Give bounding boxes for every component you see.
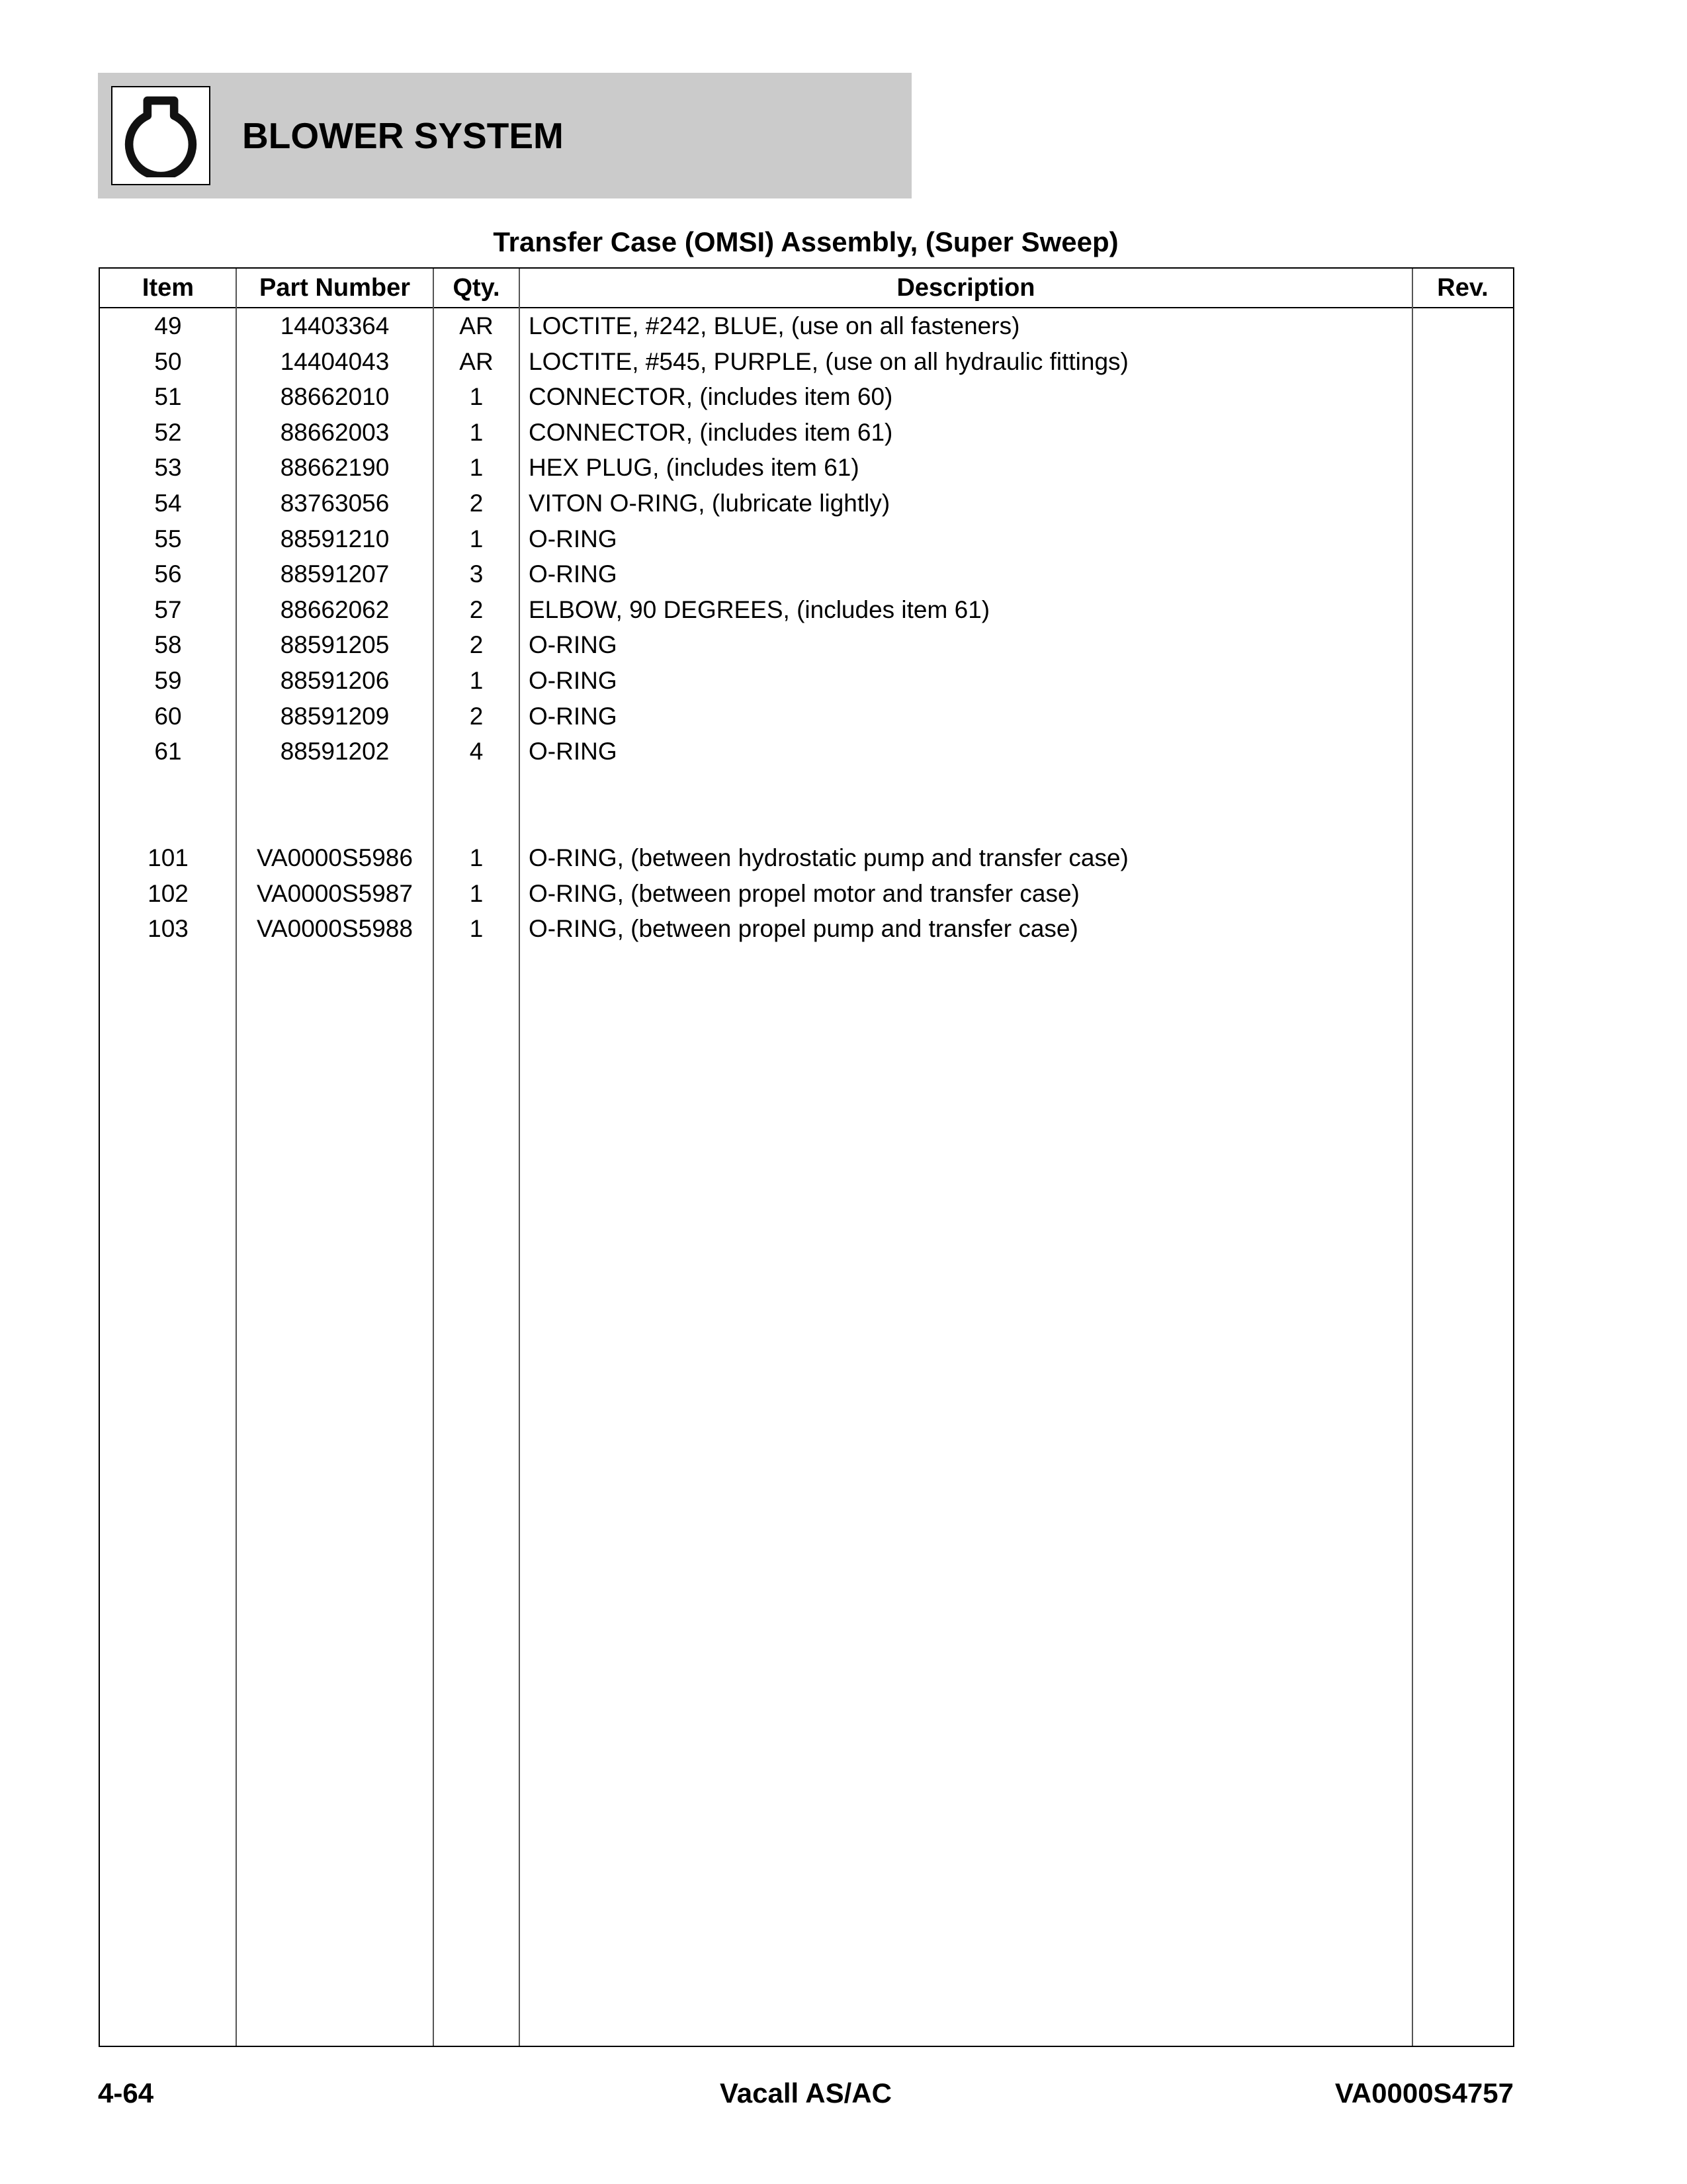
qty-cell: 2 bbox=[469, 702, 484, 730]
description-cell: HEX PLUG, (includes item 61) bbox=[529, 454, 859, 482]
description-cell: O-RING bbox=[529, 738, 617, 765]
qty-cell: 1 bbox=[469, 915, 484, 943]
qty-cell: AR bbox=[459, 312, 494, 339]
blower-icon bbox=[111, 86, 210, 185]
part-number-cell: 14403364 bbox=[280, 312, 390, 339]
qty-cell: 1 bbox=[469, 418, 484, 446]
table-row bbox=[100, 486, 1513, 521]
item-cell: 102 bbox=[148, 879, 189, 907]
part-number-cell: 88662062 bbox=[280, 595, 390, 623]
item-cell: 103 bbox=[148, 915, 189, 943]
description-cell: ELBOW, 90 DEGREES, (includes item 61) bbox=[529, 595, 990, 623]
table-row bbox=[100, 734, 1513, 769]
page-number: 4-64 bbox=[98, 2077, 154, 2109]
table-row bbox=[100, 308, 1513, 344]
part-number-cell: 88662010 bbox=[280, 383, 390, 411]
part-number-cell: 88591206 bbox=[280, 666, 390, 694]
part-number-cell: VA0000S5987 bbox=[257, 879, 413, 907]
part-number-cell: VA0000S5988 bbox=[257, 915, 413, 943]
section-title: BLOWER SYSTEM bbox=[242, 115, 564, 156]
section-header bbox=[98, 73, 912, 198]
item-cell: 51 bbox=[154, 383, 182, 411]
item-cell: 56 bbox=[154, 560, 182, 588]
description-cell: LOCTITE, #242, BLUE, (use on all fasteners) bbox=[529, 312, 1020, 339]
table-row bbox=[100, 592, 1513, 628]
qty-cell: 1 bbox=[469, 454, 484, 482]
item-cell: 53 bbox=[154, 454, 182, 482]
table-row bbox=[100, 450, 1513, 486]
qty-cell: 1 bbox=[469, 879, 484, 907]
description-cell: O-RING bbox=[529, 525, 617, 552]
part-number-cell: 88591205 bbox=[280, 631, 390, 659]
item-cell: 49 bbox=[154, 312, 182, 339]
item-cell: 55 bbox=[154, 525, 182, 552]
table-row bbox=[100, 521, 1513, 557]
table-row bbox=[100, 556, 1513, 592]
table-row bbox=[100, 876, 1513, 912]
item-cell: 52 bbox=[154, 418, 182, 446]
description-cell: CONNECTOR, (includes item 60) bbox=[529, 383, 893, 411]
description-cell: O-RING, (between hydrostatic pump and transfer case) bbox=[529, 844, 1129, 871]
qty-cell: 1 bbox=[469, 525, 484, 552]
description-cell: O-RING bbox=[529, 560, 617, 588]
column-header-item: Item bbox=[142, 274, 195, 302]
qty-cell: 2 bbox=[469, 631, 484, 659]
part-number-cell: 14404043 bbox=[280, 347, 390, 375]
column-header-qty: Qty. bbox=[453, 274, 500, 302]
item-cell: 54 bbox=[154, 489, 182, 517]
table-body bbox=[100, 308, 1513, 947]
product-name: Vacall AS/AC bbox=[720, 2077, 892, 2109]
table-row bbox=[100, 663, 1513, 699]
table-row bbox=[100, 911, 1513, 947]
qty-cell: AR bbox=[459, 347, 494, 375]
description-cell: O-RING bbox=[529, 631, 617, 659]
qty-cell: 1 bbox=[469, 383, 484, 411]
table-spacer bbox=[100, 769, 1513, 840]
qty-cell: 4 bbox=[469, 738, 484, 765]
qty-cell: 2 bbox=[469, 595, 484, 623]
table-title: Transfer Case (OMSI) Assembly, (Super Sweep) bbox=[493, 226, 1119, 257]
qty-cell: 3 bbox=[469, 560, 484, 588]
column-header-description: Description bbox=[896, 274, 1035, 302]
table-row bbox=[100, 379, 1513, 415]
part-number-cell: VA0000S5986 bbox=[257, 844, 413, 871]
part-number-cell: 88591210 bbox=[280, 525, 390, 552]
part-number-cell: 88662003 bbox=[280, 418, 390, 446]
part-number-cell: 88662190 bbox=[280, 454, 390, 482]
item-cell: 61 bbox=[154, 738, 182, 765]
item-cell: 58 bbox=[154, 631, 182, 659]
table-row bbox=[100, 344, 1513, 380]
table-row bbox=[100, 627, 1513, 663]
part-number-cell: 88591209 bbox=[280, 702, 390, 730]
description-cell: O-RING, (between propel motor and transfer case) bbox=[529, 879, 1080, 907]
description-cell: LOCTITE, #545, PURPLE, (use on all hydraulic fittings) bbox=[529, 347, 1129, 375]
item-cell: 50 bbox=[154, 347, 182, 375]
qty-cell: 1 bbox=[469, 844, 484, 871]
item-cell: 101 bbox=[148, 844, 189, 871]
parts-table bbox=[99, 267, 1514, 2047]
document-number: VA0000S4757 bbox=[1334, 2077, 1514, 2109]
table-row bbox=[100, 415, 1513, 451]
item-cell: 59 bbox=[154, 666, 182, 694]
part-number-cell: 88591207 bbox=[280, 560, 390, 588]
qty-cell: 2 bbox=[469, 489, 484, 517]
column-header-part-number: Part Number bbox=[259, 274, 411, 302]
description-cell: O-RING, (between propel pump and transfer case) bbox=[529, 915, 1078, 943]
description-cell: VITON O-RING, (lubricate lightly) bbox=[529, 489, 890, 517]
qty-cell: 1 bbox=[469, 666, 484, 694]
description-cell: CONNECTOR, (includes item 61) bbox=[529, 418, 893, 446]
item-cell: 60 bbox=[154, 702, 182, 730]
column-header-rev: Rev. bbox=[1437, 274, 1489, 302]
description-cell: O-RING bbox=[529, 666, 617, 694]
part-number-cell: 83763056 bbox=[280, 489, 390, 517]
table-row bbox=[100, 840, 1513, 876]
table-row bbox=[100, 699, 1513, 734]
part-number-cell: 88591202 bbox=[280, 738, 390, 765]
item-cell: 57 bbox=[154, 595, 182, 623]
description-cell: O-RING bbox=[529, 702, 617, 730]
